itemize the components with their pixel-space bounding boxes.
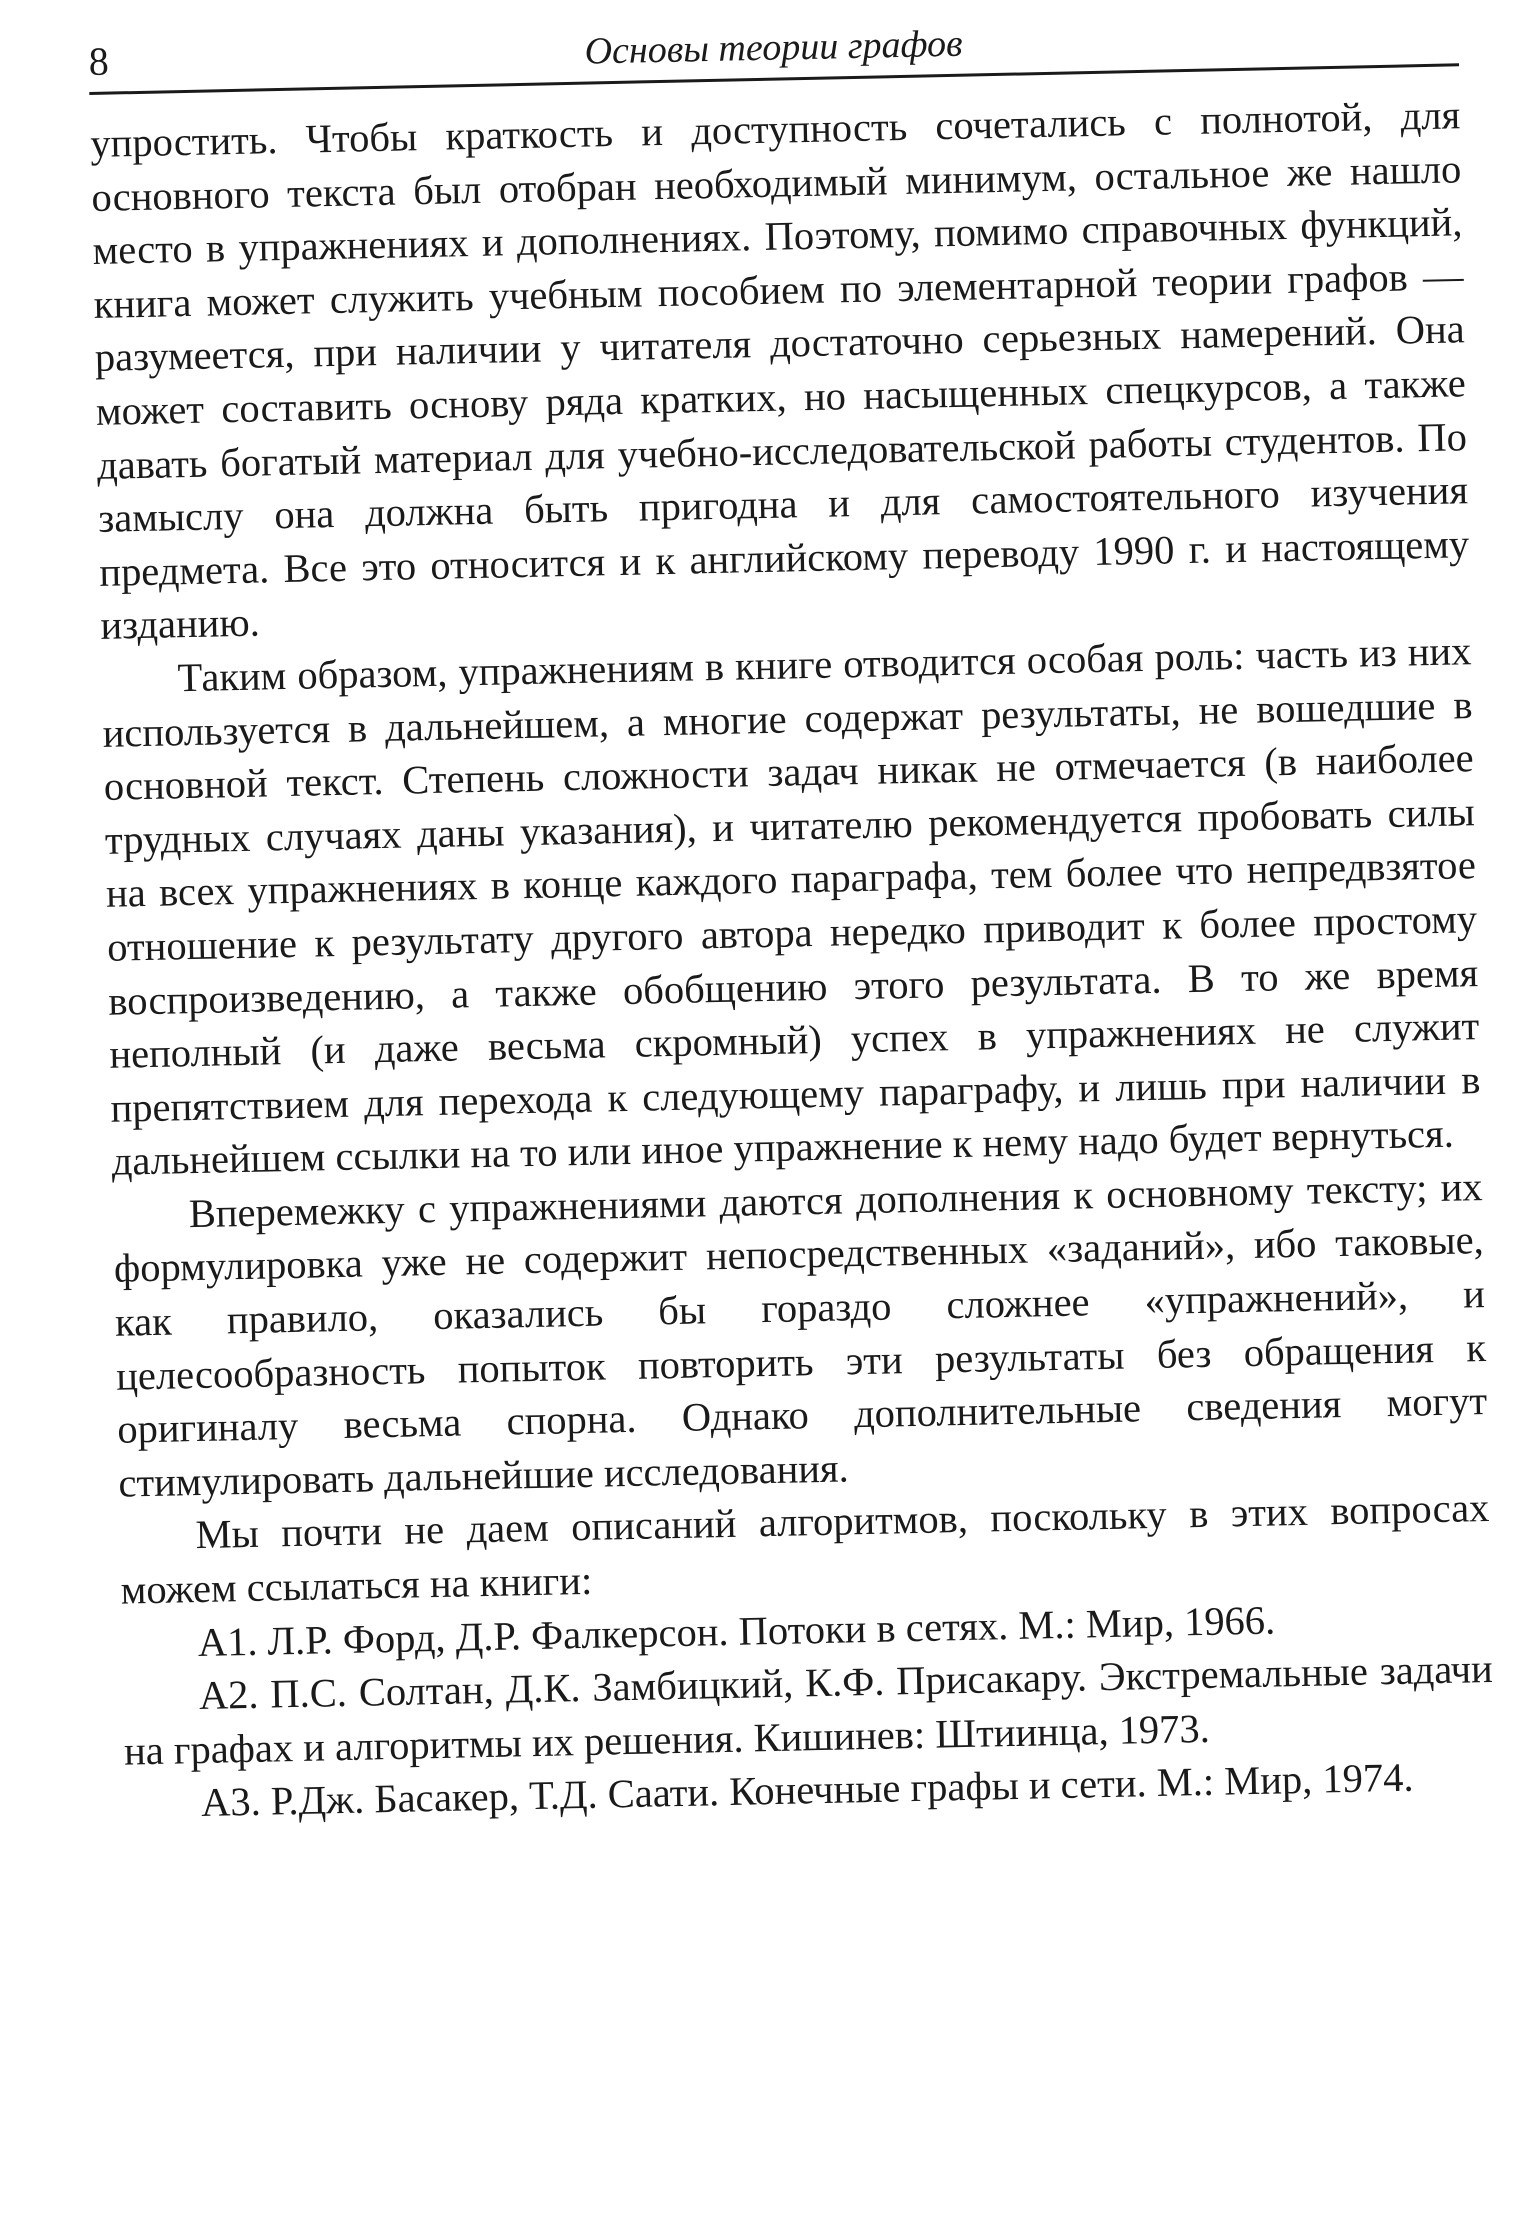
paragraph-1: упростить. Чтобы краткость и доступность сочетались с полнотой, для основного текста был отобран необходимый минимум, остальное же нашло место в упражнениях и дополнениях. Поэтому, помимо справочных функций, книга может служить учебным пособием по элементарной теории графов — разумеется, при наличии у читателя достаточно серьезных намерений. Она может составить основу ряда кратких, но насыщенных спецкурсов, а также давать богатый материал для учебно-исследовательской работы студентов. По замыслу она должна быть пригодна и для самостоятельного изучения предмета. Все это относится и к английскому переводу 1990 г. и настоящему изданию.: [89, 92, 1470, 649]
running-title: Основы теории графов: [584, 22, 963, 73]
paragraph-2: Таким образом, упражнениям в книге отводится особая роль: часть из них используется в дальнейшем, а многие содержат результаты, не вошедшие в основной текст. Степень сложности задач никак не отмечается (в наиболее трудных случаях даны указания), и читателю рекомендуется пробовать силы на всех упражнениях в конце каждого параграфа, тем более что непредвзятое отношение к результату другого автора нередко приводит к более простому воспроизведению, а также обобщению этого результата. В то же время неполный (и даже весьма скромный) успех в упражнениях не служит препятствием для перехода к следующему параграфу, и лишь при наличии в дальнейшем ссылки на то или иное упражнение к нему надо будет вернуться.: [102, 628, 1481, 1185]
reference-list: [121, 1589, 1495, 1832]
paragraph-3: Вперемежку с упражнениями даются дополнения к основному тексту; их формулировка уже не содержит непосредственных «заданий», ибо таковые, как правило, оказались бы гораздо сложнее «упражнений», и целесообразность попыток повторить эти результаты без обращения к оригиналу весьма спорна. Однако дополнительные сведения могут стимулировать дальнейшие исследования.: [113, 1163, 1488, 1506]
page-header: [88, 1, 1459, 95]
reference-a2: А2. П.С. Солтан, Д.К. Замбицкий, К.Ф. Присакару. Экстремальные задачи на графах и алгоритмы их решения. Кишинев: Штиинца, 1973.: [123, 1646, 1494, 1774]
book-page: [88, 1, 1503, 2209]
body-text: [90, 88, 1496, 1831]
page-number: 8: [88, 38, 110, 84]
paragraph-4: Мы почти не даем описаний алгоритмов, поскольку в этих вопросах можем ссылаться на книги:: [120, 1485, 1490, 1613]
reference-a3: А3. Р.Дж. Басакер, Т.Д. Саати. Конечные графы и сети. М.: Мир, 1974.: [200, 1755, 1414, 1826]
reference-a1: А1. Л.Р. Форд, Д.Р. Фалкерсон. Потоки в сетях. М.: Мир, 1966.: [197, 1597, 1276, 1665]
